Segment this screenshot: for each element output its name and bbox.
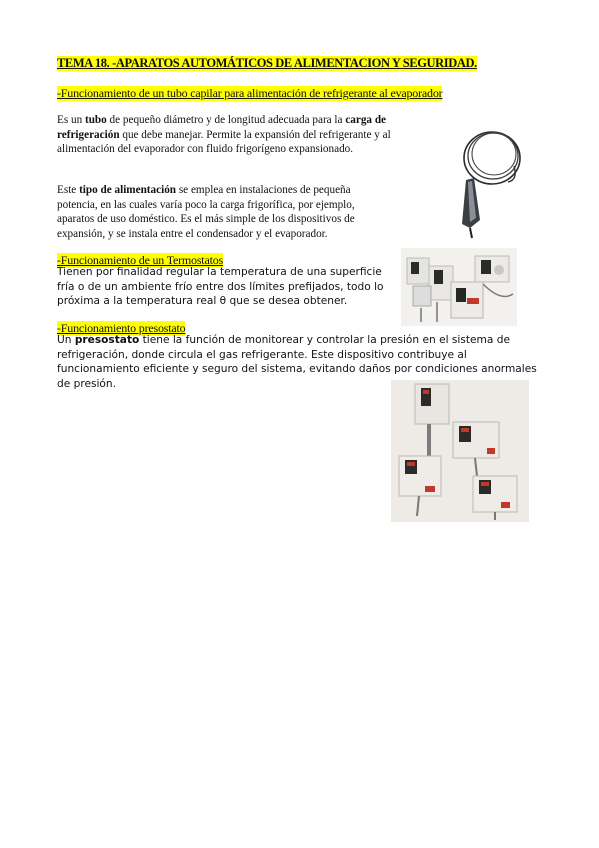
section-heading-capillary-tube: -Funcionamiento de un tubo capilar para alimentación de refrigerante al evaporador bbox=[57, 86, 443, 100]
bold-term: tipo de alimentación bbox=[79, 184, 177, 196]
paragraph-thermostats: Tienen por finalidad regular la temperatura de una superficie fría o de un ambiente frío entre dos límites prefijados, todo lo próxima a la temperatura real θ que se desea obtener. bbox=[57, 266, 384, 307]
thermostats-photo bbox=[401, 248, 517, 326]
bold-term: tubo bbox=[84, 114, 107, 126]
section-heading-pressure-switch: -Funcionamiento presostato bbox=[57, 321, 186, 335]
paragraph-capillary-usage bbox=[57, 183, 387, 241]
bold-term: presostato bbox=[74, 334, 140, 346]
text-run: tiene la función de monitorear y controlar la presión en el sistema de refrigeración, donde circula el gas refrigerante. Este dispositivo contribuye al funcionamiento eficiente y seguro del sistema, evitando daños por condiciones anormales de presión. bbox=[57, 334, 537, 390]
text-run: Este bbox=[57, 184, 80, 196]
capillary-tube-photo bbox=[448, 120, 526, 242]
bold-term: carga de refrigeración bbox=[57, 114, 387, 141]
document-title: TEMA 18. -APARATOS AUTOMÁTICOS DE ALIMENTACION Y SEGURIDAD. bbox=[57, 56, 477, 70]
pressure-switches-photo bbox=[391, 380, 529, 522]
text-run: se emplea en instalaciones de pequeña potencia, en las cuales varía poco la carga frigorífica, por ejemplo, aparatos de uso doméstico. Es el más simple de los dispositivos de expansión, y se instala entre el condensador y el evaporador. bbox=[57, 184, 355, 240]
section-heading-thermostats: -Funcionamiento de un Termostatos bbox=[57, 253, 223, 267]
paragraph-capillary-definition bbox=[57, 113, 402, 157]
text-run: Un bbox=[57, 334, 75, 346]
text-run: de pequeño diámetro y de longitud adecuada para la bbox=[106, 114, 346, 126]
text-run: Es un bbox=[57, 114, 85, 126]
text-run: que debe manejar. Permite la expansión del refrigerante y al alimentación del evaporador con fluido frigorígeno expansionado. bbox=[57, 128, 391, 155]
